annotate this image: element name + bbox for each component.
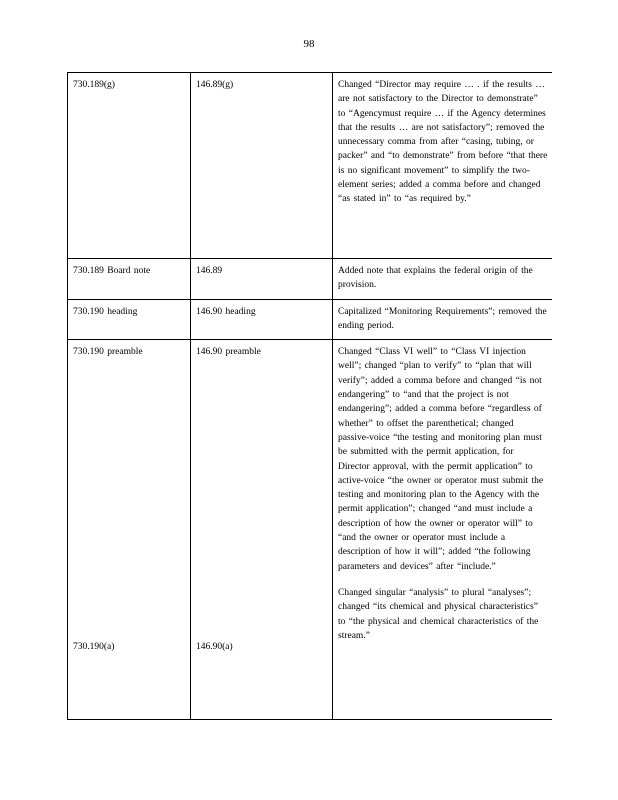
new-section-cell: 146.90 heading <box>191 299 333 340</box>
sub-new-section-text: 146.90(a) <box>196 642 233 653</box>
section-cell <box>68 340 191 720</box>
spacer <box>196 359 326 640</box>
amendments-table <box>67 72 552 720</box>
new-section-cell: 146.89 <box>191 259 333 300</box>
page-number: 98 <box>303 38 315 50</box>
sub-description-text: Changed singular “analysis” to plural “analyses”; changed “its chemical and physical characteristics” to “the physical and chemical characteristics of the stream.” <box>338 587 539 641</box>
section-cell: 730.190 heading <box>68 299 191 340</box>
section-cell: 730.189 Board note <box>68 259 191 300</box>
description-cell <box>333 340 552 720</box>
description-cell: Changed “Director may require … . if the results … are not satisfactory to the Director to demonstrate” to “Agencymust require … if the Agency determines that the results … are not satisfactory”; removed the unnecessary comma from after “casing, tubing, or packer” and “to demonstrate” from before “that there is no significant movement” to simplify the two-element series; added a comma before and changed “as stated in” to “as required by.” <box>333 73 552 259</box>
description-cell: Added note that explains the federal origin of the provision. <box>333 259 552 300</box>
table-row <box>68 340 552 720</box>
spacer <box>338 574 548 586</box>
table-row <box>68 259 552 300</box>
table-row <box>68 299 552 340</box>
section-text: 730.190 preamble <box>73 347 143 358</box>
new-section-cell: 146.89(g) <box>191 73 333 259</box>
spacer <box>73 359 184 640</box>
section-cell: 730.189(g) <box>68 73 191 259</box>
sub-section-text: 730.190(a) <box>73 642 115 653</box>
description-text: Changed “Class VI well” to “Class VI injection well”; changed “plan to verify” to “plan that will verify”; added a comma before and changed “is not endangering” to “and that the project is not endangering”; added a comma before “regardless of whether” to offset the parenthetical; changed passive-voice “the testing and monitoring plan must be submitted with the permit application, for Director approval, with the permit application” to active-voice “the owner or operator must submit the testing and monitoring plan to the Agency with the permit application”; changed “and must include a description of how the owner or operator will” to “and the owner or operator must include a description of how it will”; added “the following parameters and devices” after “include.” <box>338 347 544 572</box>
new-section-text: 146.90 preamble <box>196 347 261 358</box>
new-section-cell <box>191 340 333 720</box>
table-row <box>68 73 552 259</box>
description-cell: Capitalized “Monitoring Requirements”; removed the ending period. <box>333 299 552 340</box>
